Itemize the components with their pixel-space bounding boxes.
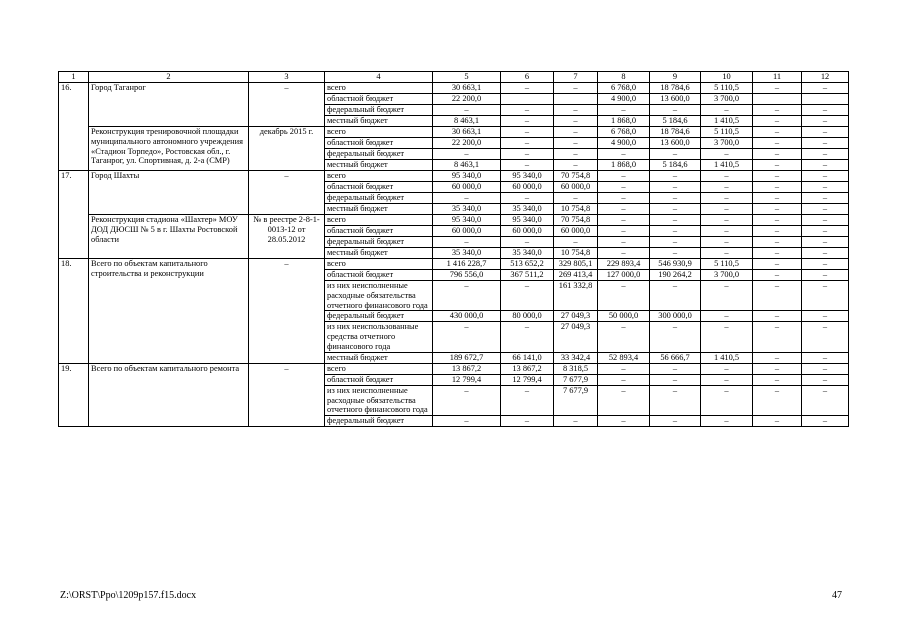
value-col6: 513 652,2 xyxy=(501,259,554,270)
value-col5: 35 340,0 xyxy=(433,248,501,259)
funding-source: федеральный бюджет xyxy=(325,149,433,160)
value-col9: 18 784,6 xyxy=(650,83,701,94)
value-col10: – xyxy=(701,237,753,248)
value-col8: 4 900,0 xyxy=(598,94,650,105)
value-col11: – xyxy=(753,171,802,182)
value-col7: 329 805,1 xyxy=(554,259,598,270)
value-col12: – xyxy=(802,311,849,322)
value-col9: 546 930,9 xyxy=(650,259,701,270)
value-col5: 22 200,0 xyxy=(433,94,501,105)
value-col7: 27 049,3 xyxy=(554,322,598,352)
value-col6: – xyxy=(501,116,554,127)
value-col9: 190 264,2 xyxy=(650,270,701,281)
value-col9: – xyxy=(650,182,701,193)
value-col12: – xyxy=(802,374,849,385)
value-col8: – xyxy=(598,416,650,427)
funding-source: федеральный бюджет xyxy=(325,416,433,427)
value-col11: – xyxy=(753,182,802,193)
value-col11: – xyxy=(753,83,802,94)
funding-source: федеральный бюджет xyxy=(325,311,433,322)
value-col6: – xyxy=(501,138,554,149)
value-col10: – xyxy=(701,311,753,322)
value-col7: 60 000,0 xyxy=(554,226,598,237)
funding-source: местный бюджет xyxy=(325,204,433,215)
value-col7: – xyxy=(554,105,598,116)
object-name: Всего по объектам капитального ремонта xyxy=(89,363,249,426)
value-col10: 1 410,5 xyxy=(701,116,753,127)
value-col10: – xyxy=(701,204,753,215)
value-col5: – xyxy=(433,416,501,427)
funding-source: местный бюджет xyxy=(325,116,433,127)
value-col6: – xyxy=(501,193,554,204)
value-col8: 127 000,0 xyxy=(598,270,650,281)
value-col7: – xyxy=(554,237,598,248)
column-header: 9 xyxy=(650,72,701,83)
value-col7: – xyxy=(554,116,598,127)
column-header: 10 xyxy=(701,72,753,83)
value-col9: 5 184,6 xyxy=(650,116,701,127)
value-col6: 95 340,0 xyxy=(501,171,554,182)
value-col7: 33 342,4 xyxy=(554,352,598,363)
funding-source: областной бюджет xyxy=(325,138,433,149)
value-col11: – xyxy=(753,374,802,385)
value-col10: – xyxy=(701,226,753,237)
column-header: 7 xyxy=(554,72,598,83)
value-col5: 35 340,0 xyxy=(433,204,501,215)
value-col5: 430 000,0 xyxy=(433,311,501,322)
value-col5: – xyxy=(433,149,501,160)
value-col8: – xyxy=(598,149,650,160)
value-col5: 189 672,7 xyxy=(433,352,501,363)
value-col6: – xyxy=(501,105,554,116)
funding-source: областной бюджет xyxy=(325,270,433,281)
row-number: 19. xyxy=(59,363,89,426)
value-col12: – xyxy=(802,204,849,215)
object-name: Город Шахты xyxy=(89,171,249,215)
value-col10: – xyxy=(701,385,753,415)
value-col10: – xyxy=(701,416,753,427)
value-col11: – xyxy=(753,149,802,160)
value-col12: – xyxy=(802,270,849,281)
funding-source: областной бюджет xyxy=(325,374,433,385)
value-col10: 3 700,0 xyxy=(701,94,753,105)
column-header: 12 xyxy=(802,72,849,83)
value-col10: – xyxy=(701,374,753,385)
value-col12: – xyxy=(802,385,849,415)
value-col11: – xyxy=(753,281,802,311)
value-col5: 95 340,0 xyxy=(433,215,501,226)
value-col9: 56 666,7 xyxy=(650,352,701,363)
column-header: 3 xyxy=(249,72,325,83)
value-col12: – xyxy=(802,226,849,237)
value-col12: – xyxy=(802,215,849,226)
value-col10: 5 110,5 xyxy=(701,259,753,270)
value-col6: – xyxy=(501,322,554,352)
value-col6: 60 000,0 xyxy=(501,226,554,237)
value-col7: – xyxy=(554,160,598,171)
value-col7: 7 677,9 xyxy=(554,374,598,385)
value-col9: – xyxy=(650,363,701,374)
completion-date: – xyxy=(249,83,325,127)
value-col5: 30 663,1 xyxy=(433,83,501,94)
funding-source: из них неисполненные расходные обязательства отчетного финансового года xyxy=(325,385,433,415)
page-number: 47 xyxy=(832,590,842,601)
value-col12: – xyxy=(802,171,849,182)
value-col5: 13 867,2 xyxy=(433,363,501,374)
value-col8: – xyxy=(598,193,650,204)
value-col11: – xyxy=(753,237,802,248)
value-col7: 70 754,8 xyxy=(554,215,598,226)
value-col12: – xyxy=(802,352,849,363)
value-col6: 13 867,2 xyxy=(501,363,554,374)
column-header: 4 xyxy=(325,72,433,83)
row-number: 18. xyxy=(59,259,89,364)
value-col5: 60 000,0 xyxy=(433,226,501,237)
value-col10: 5 110,5 xyxy=(701,127,753,138)
completion-date: – xyxy=(249,259,325,364)
value-col12: – xyxy=(802,322,849,352)
value-col11: – xyxy=(753,311,802,322)
value-col7: 27 049,3 xyxy=(554,311,598,322)
value-col9: – xyxy=(650,204,701,215)
value-col8: – xyxy=(598,215,650,226)
completion-date: декабрь 2015 г. xyxy=(249,127,325,171)
value-col12: – xyxy=(802,193,849,204)
value-col9: – xyxy=(650,374,701,385)
value-col8: 4 900,0 xyxy=(598,138,650,149)
value-col8: 1 868,0 xyxy=(598,160,650,171)
value-col8: – xyxy=(598,226,650,237)
value-col9: – xyxy=(650,281,701,311)
funding-source: областной бюджет xyxy=(325,226,433,237)
value-col9: – xyxy=(650,193,701,204)
value-col8: – xyxy=(598,248,650,259)
value-col9: – xyxy=(650,248,701,259)
value-col12: – xyxy=(802,83,849,94)
value-col11: – xyxy=(753,270,802,281)
value-col10: 3 700,0 xyxy=(701,270,753,281)
budget-table xyxy=(58,71,849,427)
value-col10: – xyxy=(701,171,753,182)
object-name: Всего по объектам капитального строительства и реконструкции xyxy=(89,259,249,364)
value-col9: – xyxy=(650,226,701,237)
value-col11: – xyxy=(753,226,802,237)
value-col6: 12 799,4 xyxy=(501,374,554,385)
value-col6: – xyxy=(501,127,554,138)
value-col6: 66 141,0 xyxy=(501,352,554,363)
value-col6: – xyxy=(501,281,554,311)
completion-date: – xyxy=(249,171,325,215)
value-col8: – xyxy=(598,182,650,193)
value-col5: – xyxy=(433,385,501,415)
value-col6: 35 340,0 xyxy=(501,248,554,259)
value-col5: 60 000,0 xyxy=(433,182,501,193)
value-col6 xyxy=(501,94,554,105)
table-row xyxy=(59,363,849,374)
value-col11: – xyxy=(753,259,802,270)
column-header: 1 xyxy=(59,72,89,83)
value-col5: 8 463,1 xyxy=(433,160,501,171)
table-body xyxy=(59,72,849,427)
funding-source: областной бюджет xyxy=(325,182,433,193)
value-col7: – xyxy=(554,127,598,138)
value-col10: – xyxy=(701,182,753,193)
funding-source: местный бюджет xyxy=(325,248,433,259)
value-col6: 95 340,0 xyxy=(501,215,554,226)
value-col8: – xyxy=(598,204,650,215)
value-col12: – xyxy=(802,138,849,149)
funding-source: всего xyxy=(325,127,433,138)
value-col10: – xyxy=(701,248,753,259)
value-col11: – xyxy=(753,116,802,127)
table-row xyxy=(59,83,849,94)
value-col5: – xyxy=(433,105,501,116)
funding-source: всего xyxy=(325,83,433,94)
funding-source: из них неисполненные расходные обязательства отчетного финансового года xyxy=(325,281,433,311)
value-col9: 13 600,0 xyxy=(650,138,701,149)
value-col12: – xyxy=(802,127,849,138)
value-col11: – xyxy=(753,160,802,171)
value-col10: – xyxy=(701,281,753,311)
value-col11: – xyxy=(753,204,802,215)
funding-source: всего xyxy=(325,215,433,226)
funding-source: федеральный бюджет xyxy=(325,237,433,248)
value-col10: – xyxy=(701,215,753,226)
value-col9: – xyxy=(650,105,701,116)
value-col7: – xyxy=(554,138,598,149)
value-col10: 5 110,5 xyxy=(701,83,753,94)
value-col12: – xyxy=(802,363,849,374)
value-col9: – xyxy=(650,385,701,415)
value-col11: – xyxy=(753,322,802,352)
value-col8: – xyxy=(598,374,650,385)
column-header: 6 xyxy=(501,72,554,83)
value-col8: – xyxy=(598,171,650,182)
value-col9: 5 184,6 xyxy=(650,160,701,171)
value-col7: 60 000,0 xyxy=(554,182,598,193)
value-col7: 8 318,5 xyxy=(554,363,598,374)
value-col8: – xyxy=(598,281,650,311)
value-col11: – xyxy=(753,352,802,363)
row-number: 16. xyxy=(59,83,89,171)
value-col6: – xyxy=(501,237,554,248)
value-col8: – xyxy=(598,237,650,248)
value-col6: – xyxy=(501,385,554,415)
value-col5: 12 799,4 xyxy=(433,374,501,385)
value-col6: 60 000,0 xyxy=(501,182,554,193)
value-col10: – xyxy=(701,105,753,116)
value-col9: – xyxy=(650,215,701,226)
value-col6: 80 000,0 xyxy=(501,311,554,322)
column-header: 11 xyxy=(753,72,802,83)
object-name: Реконструкция стадиона «Шахтер» МОУ ДОД ДЮСШ № 5 в г. Шахты Ростовской области xyxy=(89,215,249,259)
value-col12: – xyxy=(802,182,849,193)
value-col9: – xyxy=(650,171,701,182)
value-col5: 8 463,1 xyxy=(433,116,501,127)
value-col6: – xyxy=(501,160,554,171)
value-col7: – xyxy=(554,83,598,94)
value-col7: 269 413,4 xyxy=(554,270,598,281)
value-col10: 1 410,5 xyxy=(701,352,753,363)
value-col8: 1 868,0 xyxy=(598,116,650,127)
value-col10: – xyxy=(701,363,753,374)
value-col9: – xyxy=(650,149,701,160)
funding-source: местный бюджет xyxy=(325,352,433,363)
funding-source: из них неиспользованные средства отчетного финансового года xyxy=(325,322,433,352)
object-name: Реконструкция тренировочной площадки муниципального автономного учреждения «Стадион Торпедо», Ростовская обл., г. Таганрог, ул. Спортивная, д. 2-а (СМР) xyxy=(89,127,249,171)
value-col5: 22 200,0 xyxy=(433,138,501,149)
value-col8: – xyxy=(598,363,650,374)
table-row xyxy=(59,259,849,270)
value-col10: 3 700,0 xyxy=(701,138,753,149)
value-col9: – xyxy=(650,322,701,352)
value-col7: 7 677,9 xyxy=(554,385,598,415)
value-col10: – xyxy=(701,193,753,204)
value-col9: – xyxy=(650,237,701,248)
funding-source: местный бюджет xyxy=(325,160,433,171)
value-col8: 6 768,0 xyxy=(598,83,650,94)
value-col6: – xyxy=(501,83,554,94)
value-col5: 95 340,0 xyxy=(433,171,501,182)
funding-source: федеральный бюджет xyxy=(325,193,433,204)
completion-date: – xyxy=(249,363,325,426)
value-col8: – xyxy=(598,105,650,116)
value-col7: 10 754,8 xyxy=(554,248,598,259)
value-col12: – xyxy=(802,105,849,116)
funding-source: федеральный бюджет xyxy=(325,105,433,116)
value-col7 xyxy=(554,94,598,105)
value-col7: 70 754,8 xyxy=(554,171,598,182)
value-col11: – xyxy=(753,127,802,138)
value-col7: 161 332,8 xyxy=(554,281,598,311)
value-col5: – xyxy=(433,281,501,311)
value-col5: – xyxy=(433,193,501,204)
value-col12 xyxy=(802,94,849,105)
file-path: Z:\ORST\Ppo\1209p157.f15.docx xyxy=(60,590,197,601)
value-col8: 52 893,4 xyxy=(598,352,650,363)
value-col9: – xyxy=(650,416,701,427)
header-row xyxy=(59,72,849,83)
value-col5: 796 556,0 xyxy=(433,270,501,281)
value-col7: – xyxy=(554,193,598,204)
column-header: 2 xyxy=(89,72,249,83)
value-col9: 300 000,0 xyxy=(650,311,701,322)
value-col12: – xyxy=(802,116,849,127)
value-col6: 35 340,0 xyxy=(501,204,554,215)
value-col11: – xyxy=(753,385,802,415)
value-col11 xyxy=(753,94,802,105)
table-row xyxy=(59,215,849,226)
funding-source: всего xyxy=(325,171,433,182)
completion-date: № в реестре 2-8-1-0013-12 от 28.05.2012 xyxy=(249,215,325,259)
value-col9: 18 784,6 xyxy=(650,127,701,138)
column-header: 8 xyxy=(598,72,650,83)
value-col11: – xyxy=(753,193,802,204)
value-col12: – xyxy=(802,259,849,270)
value-col5: – xyxy=(433,237,501,248)
table-row xyxy=(59,171,849,182)
value-col6: 367 511,2 xyxy=(501,270,554,281)
value-col8: 229 893,4 xyxy=(598,259,650,270)
value-col6: – xyxy=(501,416,554,427)
value-col11: – xyxy=(753,248,802,259)
value-col10: – xyxy=(701,149,753,160)
value-col7: 10 754,8 xyxy=(554,204,598,215)
value-col12: – xyxy=(802,281,849,311)
value-col11: – xyxy=(753,416,802,427)
value-col5: 1 416 228,7 xyxy=(433,259,501,270)
funding-source: областной бюджет xyxy=(325,94,433,105)
value-col8: 6 768,0 xyxy=(598,127,650,138)
value-col7: – xyxy=(554,149,598,160)
value-col12: – xyxy=(802,237,849,248)
value-col10: 1 410,5 xyxy=(701,160,753,171)
value-col10: – xyxy=(701,322,753,352)
value-col7: – xyxy=(554,416,598,427)
value-col5: 30 663,1 xyxy=(433,127,501,138)
object-name: Город Таганрог xyxy=(89,83,249,127)
value-col8: – xyxy=(598,385,650,415)
column-header: 5 xyxy=(433,72,501,83)
value-col11: – xyxy=(753,138,802,149)
value-col9: 13 600,0 xyxy=(650,94,701,105)
value-col6: – xyxy=(501,149,554,160)
value-col11: – xyxy=(753,215,802,226)
value-col12: – xyxy=(802,160,849,171)
value-col12: – xyxy=(802,248,849,259)
value-col11: – xyxy=(753,363,802,374)
value-col8: – xyxy=(598,322,650,352)
value-col12: – xyxy=(802,416,849,427)
value-col12: – xyxy=(802,149,849,160)
value-col8: 50 000,0 xyxy=(598,311,650,322)
row-number: 17. xyxy=(59,171,89,259)
funding-source: всего xyxy=(325,259,433,270)
value-col5: – xyxy=(433,322,501,352)
value-col11: – xyxy=(753,105,802,116)
table-row xyxy=(59,127,849,138)
funding-source: всего xyxy=(325,363,433,374)
